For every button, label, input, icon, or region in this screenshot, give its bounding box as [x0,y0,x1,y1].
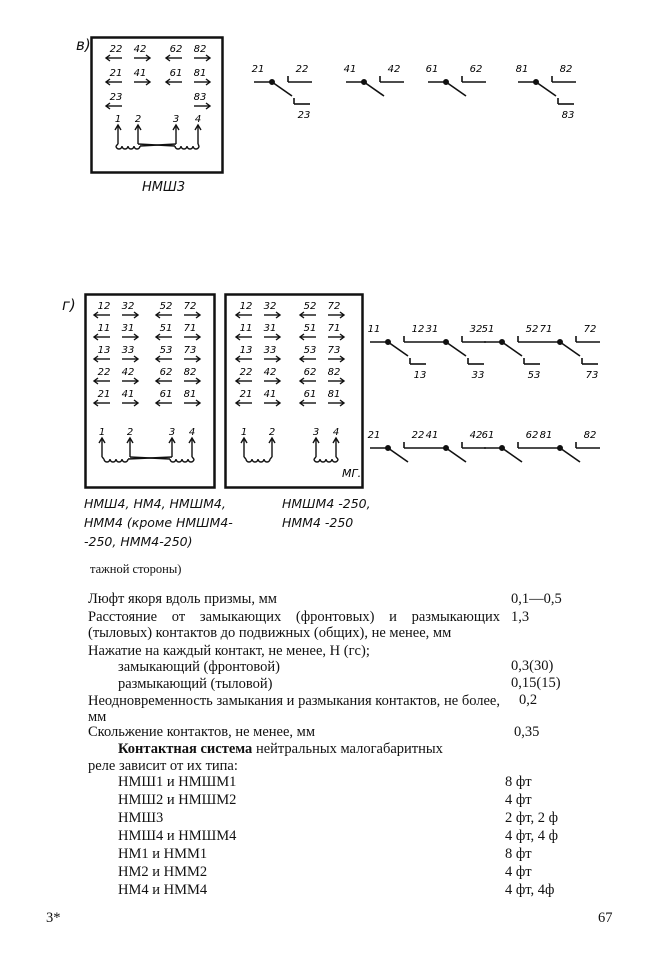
terminal-label: 82 [583,430,597,441]
spec-value: 1,3 [511,609,530,625]
terminal-label: 82 [559,64,573,75]
terminal-label: 1 [114,114,122,125]
terminal-label: 71 [327,323,341,334]
contact-lines [542,442,600,462]
terminal-label: 23 [109,92,123,103]
text-fragment: тажной стороны) [90,562,182,576]
terminal-label: 4 [332,427,340,438]
terminal-label: 32 [263,301,277,312]
contact-system-rest-1: нейтральных малогабаритных [252,741,443,757]
contact-arrow [94,356,110,362]
terminal-label: 22 [239,367,253,378]
terminal-label: 61 [169,68,183,79]
contact-group [426,324,486,381]
terminal-label: 41 [425,430,439,441]
caption-right-line-1: НМШМ4 -250, [282,496,371,511]
contact-arrow [122,378,138,384]
terminal-label: 82 [327,367,341,378]
contact-lines [370,336,428,364]
relay-type-value: 4 фт [505,864,532,880]
contact-arrow [134,79,150,85]
terminal-label: 62 [469,64,483,75]
terminal-label: 1 [98,427,106,438]
page-number: 67 [598,910,613,926]
contact-arrow [264,378,280,384]
terminal-label: 82 [193,44,207,55]
contact-lines [428,442,486,462]
terminal-label: 13 [239,345,253,356]
terminal-label: 61 [425,64,439,75]
coil-terminal-arrow [135,125,141,144]
coil-terminal-arrow [313,438,319,457]
terminal-label: 22 [97,367,111,378]
caption-right-line-2: НММ4 -250 [282,515,354,530]
relay-type-name: НМШ2 и НМШМ2 [118,792,237,808]
terminal-label: 62 [169,44,183,55]
terminal-label: 72 [583,324,597,335]
terminal-label: 81 [327,389,341,400]
relay-type-name: НМ2 и НММ2 [118,864,208,880]
terminal-label: 73 [327,345,341,356]
terminal-label: 52 [525,324,539,335]
contact-arrow [194,103,210,109]
relay-type-value: 8 фт [505,774,532,790]
contact-arrow [184,312,200,318]
contact-arrow [156,378,172,384]
relay-type-name: НМШ1 и НМШМ1 [118,774,237,790]
terminal-label: 4 [194,114,202,125]
contact-arrow [166,55,182,61]
terminal-label: 72 [183,301,197,312]
terminal-label: 12 [411,324,425,335]
contact-arrow [156,356,172,362]
terminal-label: 32 [121,301,135,312]
terminal-label: 32 [469,324,483,335]
contact-arrow [184,400,200,406]
terminal-label: 31 [425,324,439,335]
terminal-label: 11 [239,323,253,334]
contact-group [368,324,428,381]
relay-type-value: 4 фт, 4ф [505,882,555,898]
terminal-label: 22 [295,64,309,75]
terminal-label: 22 [109,44,123,55]
terminal-label: 41 [133,68,147,79]
terminal-label: 21 [251,64,265,75]
coil-terminal-arrow [241,438,247,457]
contact-arrow [236,312,252,318]
terminal-label: 12 [97,301,111,312]
contact-arrow [184,356,200,362]
terminal-label: 51 [481,324,495,335]
terminal-label: 13 [413,370,427,381]
contact-arrow [134,55,150,61]
contact-arrow [94,334,110,340]
coil-terminal-arrow [333,438,339,457]
terminal-label: 61 [481,430,495,441]
terminal-label: 42 [263,367,277,378]
terminal-label: 51 [303,323,317,334]
terminal-label: 42 [387,64,401,75]
contact-group [368,430,428,462]
contact-lines [370,442,428,462]
contact-lines [346,76,404,96]
terminal-label: 71 [183,323,197,334]
contact-arrow [122,334,138,340]
contact-arrow [264,334,280,340]
contact-lines [484,442,542,462]
contact-arrow [106,55,122,61]
contact-arrow [122,400,138,406]
terminal-label: 33 [471,370,485,381]
spec-label: размыкающий (тыловой) [118,676,273,692]
contact-arrow [328,400,344,406]
terminal-label: 3 [312,427,320,438]
terminal-label: 53 [303,345,317,356]
sheet-mark: 3* [46,910,61,926]
contact-lines [428,76,486,96]
terminal-label: 21 [97,389,111,400]
contact-arrow [122,356,138,362]
contact-arrow [194,79,210,85]
contact-group [482,430,542,462]
contact-arrow [236,334,252,340]
terminal-label: 2 [268,427,276,438]
contact-arrow [166,79,182,85]
contact-arrow [94,400,110,406]
contact-lines [484,336,542,364]
terminal-label: 41 [121,389,135,400]
terminal-label: 21 [109,68,123,79]
terminal-label: 62 [303,367,317,378]
spec-value: 0,3(30) [511,658,554,674]
terminal-label: 1 [240,427,248,438]
contact-lines [542,336,600,364]
diagram-g-contact-schematic-top [366,320,606,390]
diagram-g-contact-schematic-bottom [366,426,606,476]
terminal-label: 83 [193,92,207,103]
contact-arrow [236,400,252,406]
terminal-label: 81 [539,430,553,441]
contact-arrow [300,356,316,362]
spec-value: 0,2 [519,692,538,708]
spec-label: Нажатие на каждый контакт, не менее, Н (гс); [88,643,370,659]
coil-terminal-arrow [269,438,275,457]
diagram-v-marker: в) [76,36,91,54]
diagram-v-contact-schematic [250,60,590,130]
spec-value: 0,35 [514,724,540,740]
contact-arrow [194,55,210,61]
coil-terminal-arrow [189,438,195,457]
contact-arrow [156,400,172,406]
contact-arrow [300,334,316,340]
terminal-label: 4 [188,427,196,438]
contact-group [252,64,312,121]
terminal-label: 41 [343,64,357,75]
contact-arrow [300,312,316,318]
contact-arrow [328,356,344,362]
terminal-label: 62 [159,367,173,378]
terminal-label: 52 [159,301,173,312]
coil-terminal-arrow [169,438,175,457]
spec-label: Расстояние от замыкающих (фронтовых) и размыкающих (тыловых) контактов до подвижных (общих), не менее, мм [88,609,500,641]
contact-arrow [236,356,252,362]
terminal-label: 81 [183,389,197,400]
terminal-label: 22 [411,430,425,441]
contact-arrow [328,312,344,318]
terminal-label: 3 [172,114,180,125]
relay-type-value: 4 фт [505,792,532,808]
coil-terminal-arrow [115,125,121,144]
contact-lines [428,336,486,364]
spec-value: 0,15(15) [511,675,561,691]
contact-arrow [264,356,280,362]
caption-left-line-2: НММ4 (кроме НМШМ4- [84,515,233,530]
coil-terminal-arrow [173,125,179,144]
terminal-label: 42 [133,44,147,55]
contact-group [516,64,576,121]
terminal-label: 61 [159,389,173,400]
terminal-label: 3 [168,427,176,438]
contact-arrow [94,312,110,318]
diagram-g-marker: г) [62,296,76,314]
terminal-label: 53 [527,370,541,381]
diagram-v-caption: НМШ3 [142,180,186,195]
relay-type-value: 8 фт [505,846,532,862]
mg-label: МГ. [342,467,362,480]
terminal-label: 72 [327,301,341,312]
relay-type-name: НМШ3 [118,810,164,826]
relay-type-value: 2 фт, 2 ф [505,810,559,826]
contact-arrow [184,334,200,340]
contact-arrow [156,312,172,318]
terminal-label: 82 [183,367,197,378]
contact-arrow [328,334,344,340]
contact-group [482,324,542,381]
terminal-label: 21 [367,430,381,441]
terminal-label: 33 [263,345,277,356]
contact-arrow [300,400,316,406]
coil-winding [116,144,199,149]
contact-system-paragraph [88,741,503,775]
contact-group [344,64,404,96]
spec-label: Люфт якоря вдоль призмы, мм [88,591,277,607]
contact-arrow [264,400,280,406]
caption-left-line-1: НМШ4, НМ4, НМШМ4, [84,496,226,511]
terminal-label: 73 [183,345,197,356]
terminal-label: 11 [367,324,381,335]
terminal-label: 62 [525,430,539,441]
contact-arrow [94,378,110,384]
terminal-label: 33 [121,345,135,356]
terminal-label: 2 [134,114,142,125]
relay-type-name: НМ1 и НММ1 [118,846,208,862]
contact-group [540,324,600,381]
terminal-label: 31 [121,323,135,334]
terminal-label: 42 [121,367,135,378]
spec-label: Неодновременность замыкания и размыкания контактов, не более, мм [88,693,500,725]
diagram-g-relay-box-right [224,293,364,489]
terminal-label: 42 [469,430,483,441]
diagram-g-relay-box-left [84,293,216,489]
contact-arrow [300,378,316,384]
terminal-label: 21 [239,389,253,400]
relay-type-name: НМШ4 и НМШМ4 [118,828,237,844]
contact-arrow [106,79,122,85]
terminal-label: 81 [193,68,207,79]
coil-terminal-arrow [127,438,133,457]
terminal-label: 11 [97,323,111,334]
contact-arrow [264,312,280,318]
contact-group [426,64,486,96]
terminal-label: 52 [303,301,317,312]
contact-lines [518,76,576,104]
terminal-label: 61 [303,389,317,400]
terminal-label: 13 [97,345,111,356]
coil-winding [244,457,338,462]
diagram-v-relay-box [90,36,224,174]
spec-label: Скольжение контактов, не менее, мм [88,724,316,740]
terminal-label: 53 [159,345,173,356]
contact-system-bold: Контактная система [118,741,253,757]
relay-type-value: 4 фт, 4 ф [505,828,559,844]
terminal-label: 71 [539,324,553,335]
terminal-label: 31 [263,323,277,334]
contact-system-rest-2: реле зависит от их типа: [88,758,238,774]
terminal-label: 23 [297,110,311,121]
contact-arrow [122,312,138,318]
diagram-g-caption-left [84,494,233,551]
terminal-label: 2 [126,427,134,438]
spec-label: замыкающий (фронтовой) [118,659,280,675]
relay-type-name: НМ4 и НММ4 [118,882,208,898]
contact-group [540,430,600,462]
terminal-label: 73 [585,370,599,381]
contact-arrow [236,378,252,384]
coil-terminal-arrow [195,125,201,144]
contact-arrow [156,334,172,340]
spec-value: 0,1—0,5 [511,591,562,607]
coil-terminal-arrow [99,438,105,457]
diagram-g-caption-right [282,494,371,532]
terminal-label: 83 [561,110,575,121]
contact-arrow [328,378,344,384]
contact-arrow [184,378,200,384]
contact-group [426,430,486,462]
coil-winding [102,457,194,462]
terminal-label: 51 [159,323,173,334]
caption-left-line-3: -250, НММ4-250) [84,534,193,549]
terminal-label: 81 [515,64,529,75]
contact-arrow [106,103,122,109]
terminal-label: 41 [263,389,277,400]
terminal-label: 12 [239,301,253,312]
contact-lines [254,76,312,104]
